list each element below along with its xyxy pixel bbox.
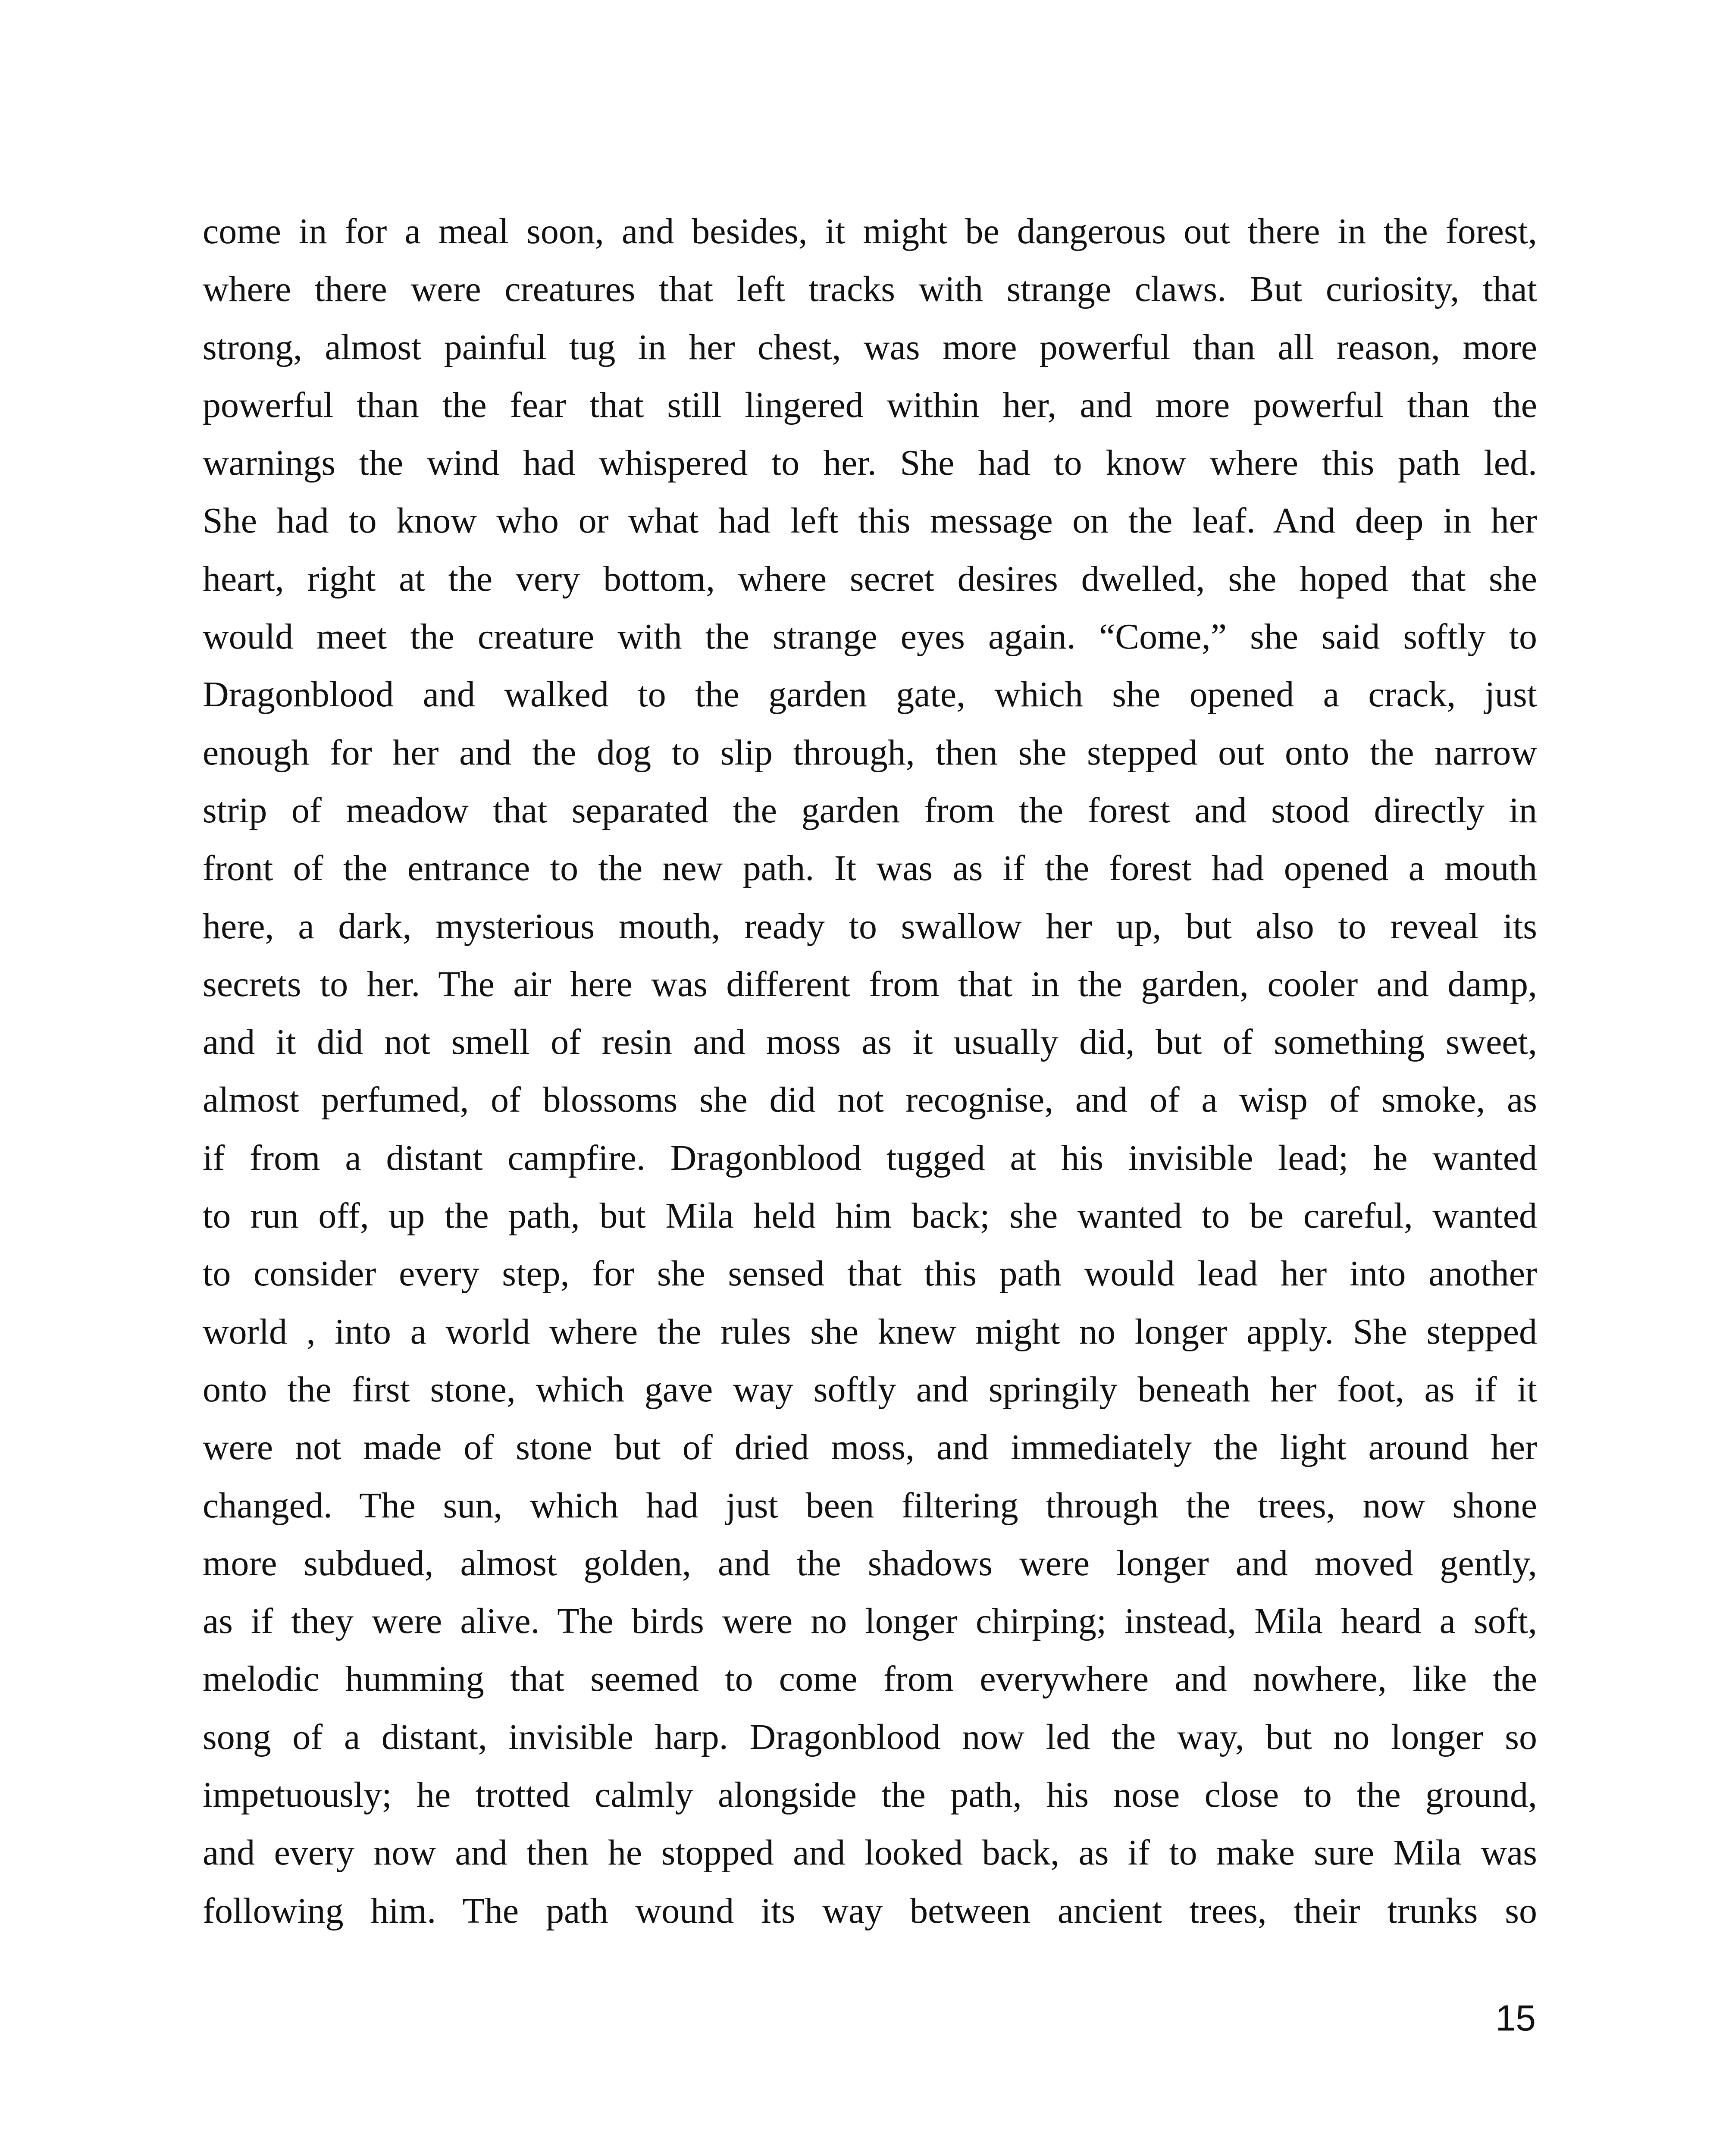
- text-line: She had to know who or what had left this message on the leaf. And deep in her: [203, 501, 1537, 541]
- text-line: to consider every step, for she sensed that this path would lead her into another: [203, 1253, 1537, 1294]
- text-line: song of a distant, invisible harp. Dragonblood now led the way, but no longer so: [203, 1717, 1537, 1757]
- text-line: and it did not smell of resin and moss as it usually did, but of something sweet,: [203, 1022, 1537, 1062]
- text-line: strong, almost painful tug in her chest, was more powerful than all reason, more: [203, 327, 1537, 367]
- text-line: strip of meadow that separated the garden from the forest and stood directly in: [203, 790, 1537, 830]
- text-line: changed. The sun, which had just been filtering through the trees, now shone: [203, 1485, 1537, 1526]
- text-line: secrets to her. The air here was different from that in the garden, cooler and damp,: [203, 964, 1537, 1004]
- text-line: were not made of stone but of dried moss, and immediately the light around her: [203, 1427, 1537, 1468]
- text-line: impetuously; he trotted calmly alongside the path, his nose close to the ground,: [203, 1775, 1537, 1815]
- text-line: if from a distant campfire. Dragonblood tugged at his invisible lead; he wanted: [203, 1138, 1537, 1178]
- text-line: as if they were alive. The birds were no longer chirping; instead, Mila heard a soft,: [203, 1601, 1537, 1642]
- text-line: warnings the wind had whispered to her. She had to know where this path led.: [203, 443, 1537, 483]
- text-line: front of the entrance to the new path. It was as if the forest had opened a mouth: [203, 848, 1537, 889]
- page-number: 15: [1495, 1998, 1536, 2038]
- text-line: come in for a meal soon, and besides, it might be dangerous out there in the forest,: [203, 211, 1537, 251]
- text-line: to run off, up the path, but Mila held him back; she wanted to be careful, wanted: [203, 1196, 1537, 1236]
- text-line: more subdued, almost golden, and the shadows were longer and moved gently,: [203, 1543, 1537, 1583]
- text-line: heart, right at the very bottom, where secret desires dwelled, she hoped that she: [203, 558, 1537, 599]
- text-line: enough for her and the dog to slip through, then she stepped out onto the narrow: [203, 732, 1537, 773]
- text-line: where there were creatures that left tracks with strange claws. But curiosity, that: [203, 269, 1537, 310]
- text-line: following him. The path wound its way between ancient trees, their trunks so: [203, 1890, 1537, 1931]
- text-line: and every now and then he stopped and looked back, as if to make sure Mila was: [203, 1833, 1537, 1873]
- text-line: onto the first stone, which gave way softly and springily beneath her foot, as if it: [203, 1369, 1537, 1410]
- text-line: almost perfumed, of blossoms she did not recognise, and of a wisp of smoke, as: [203, 1080, 1537, 1120]
- text-line: melodic humming that seemed to come from everywhere and nowhere, like the: [203, 1659, 1537, 1699]
- text-line: world , into a world where the rules she knew might no longer apply. She stepped: [203, 1311, 1537, 1352]
- body-text: [203, 203, 1537, 1940]
- text-line: would meet the creature with the strange eyes again. “Come,” she said softly to: [203, 617, 1537, 657]
- text-line: Dragonblood and walked to the garden gate, which she opened a crack, just: [203, 674, 1537, 715]
- text-line: here, a dark, mysterious mouth, ready to swallow her up, but also to reveal its: [203, 906, 1537, 946]
- text-line: powerful than the fear that still lingered within her, and more powerful than the: [203, 385, 1537, 425]
